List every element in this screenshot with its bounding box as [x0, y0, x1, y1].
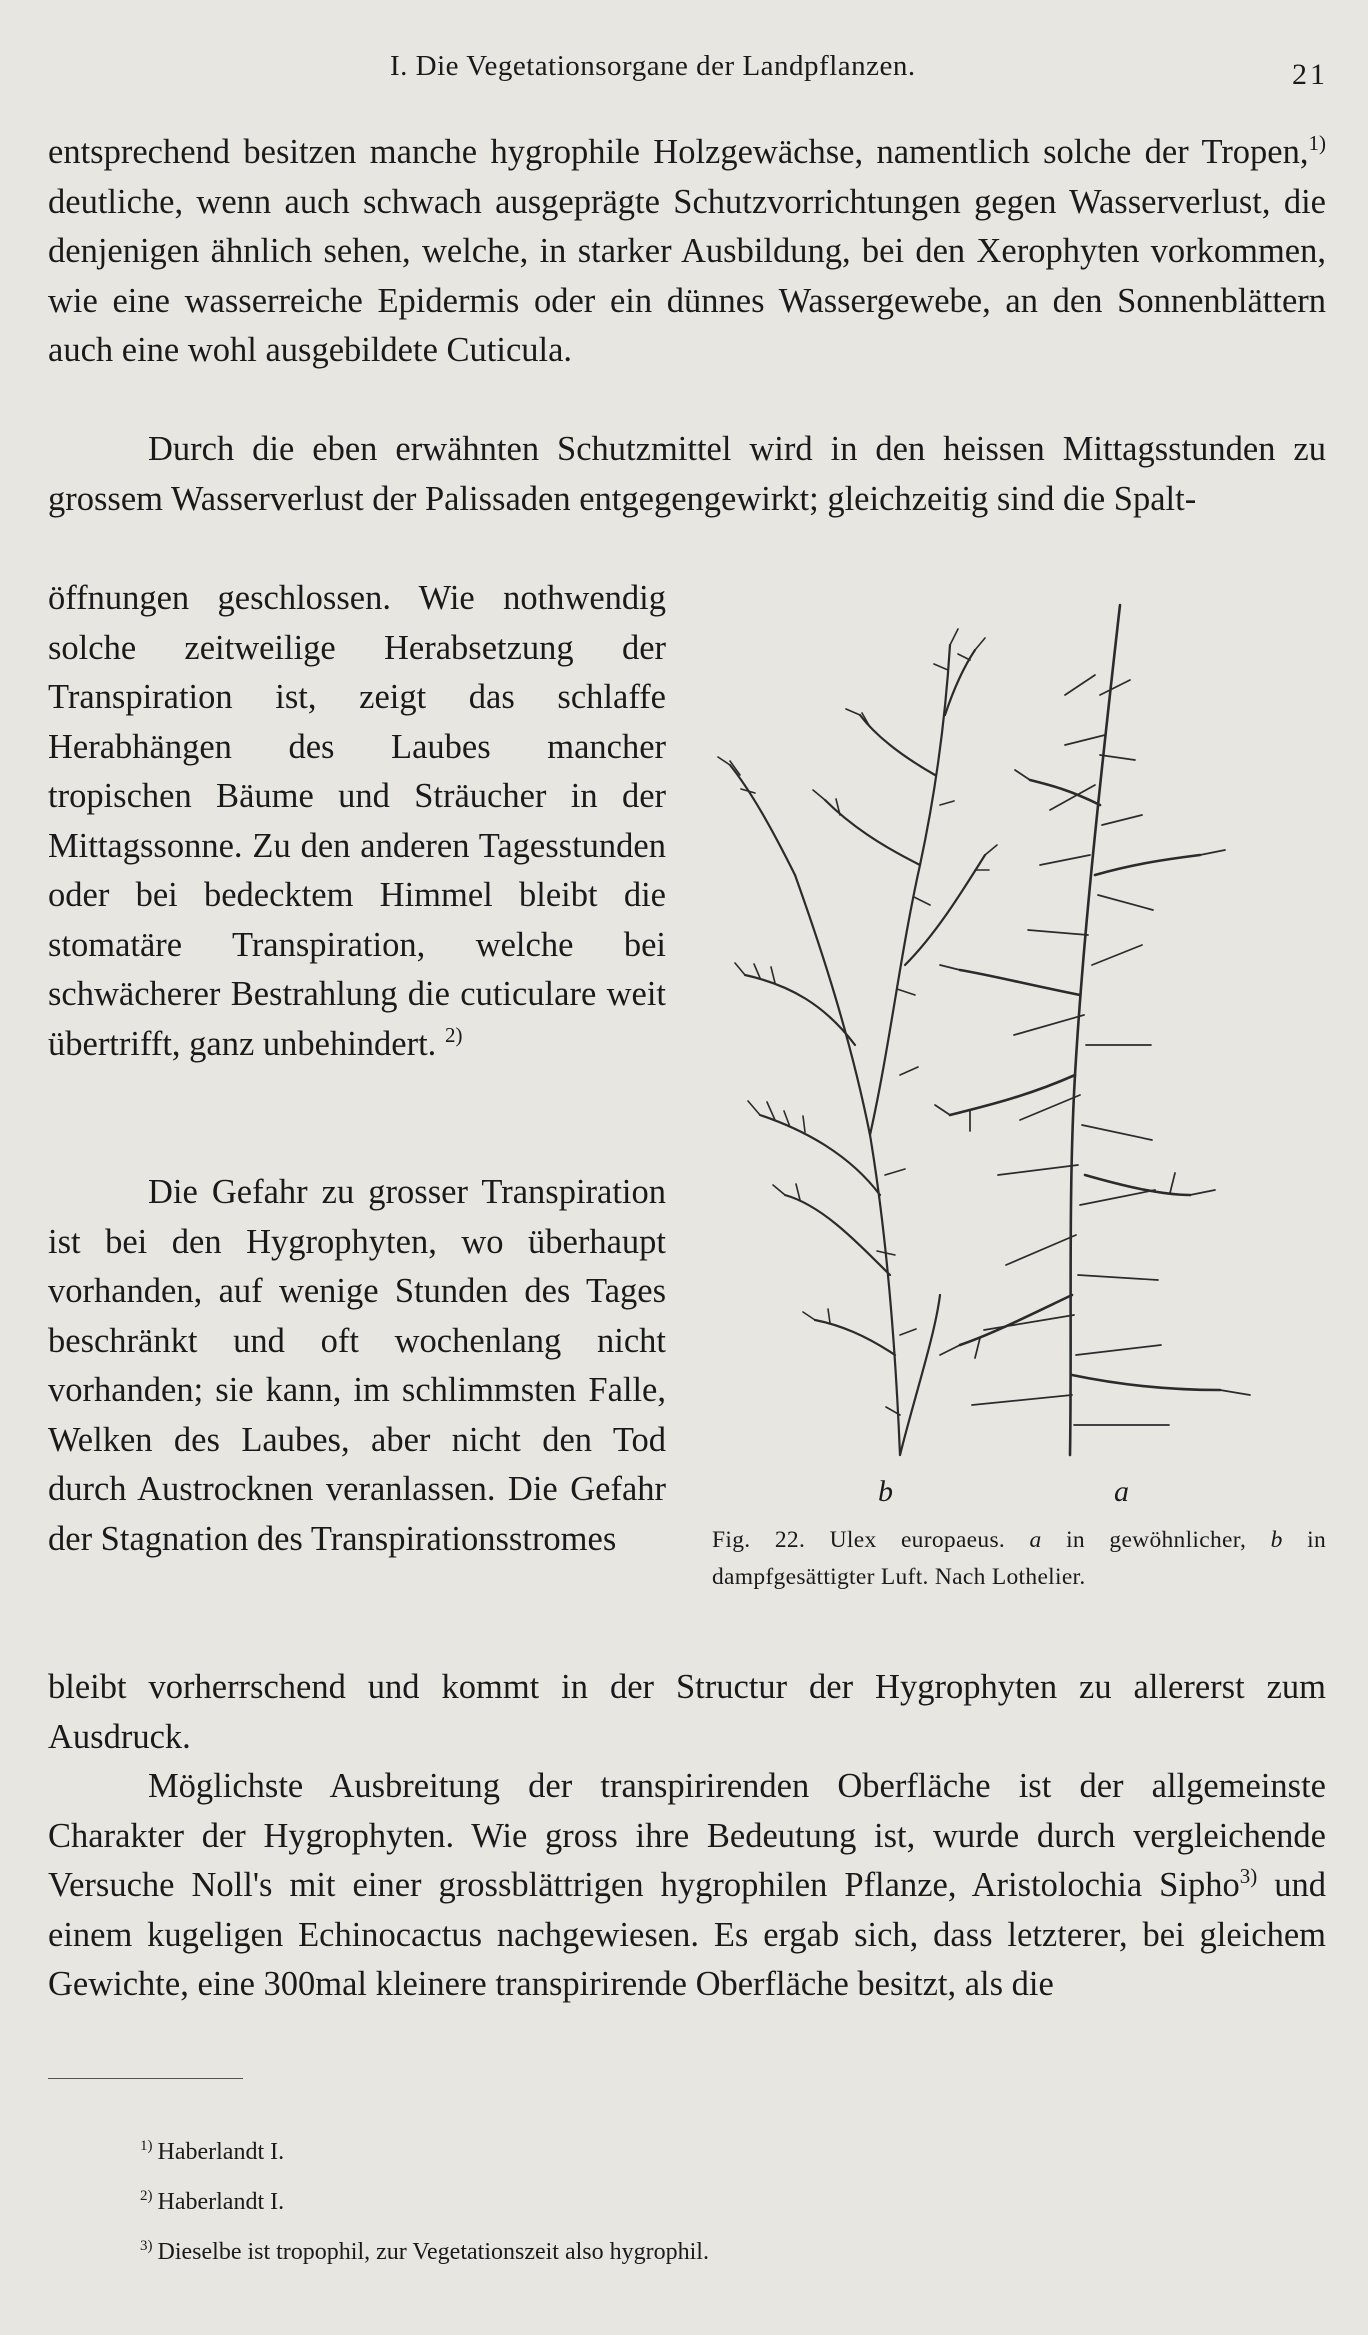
- plant-a-drawing: [950, 605, 1220, 1455]
- caption-mark-a: a: [1029, 1527, 1042, 1553]
- footnote-3-mark: 3): [140, 2238, 153, 2254]
- footnote-3: [140, 2224, 709, 2274]
- caption-fig-number: Fig. 22.: [712, 1527, 806, 1553]
- footnote-1-text: Haberlandt I.: [157, 2139, 285, 2165]
- page-number: 21: [1292, 58, 1328, 91]
- paragraph-2-text: öffnungen geschlossen. Wie nothwendig solche zeitweilige Herabsetzung der Transpiration ist, zeigt das schlaffe Herabhängen des Laubes mancher tropischen Bäume und Sträucher in der Mittagssonne. Zu den anderen Tagesstunden oder bei bedecktem Himmel bleibt die stomatäre Transpiration, welche bei schwächerer Bestrahlung die cuticulare weit übertrifft, ganz unbehindert.: [48, 579, 666, 1063]
- figure-ulex: [700, 575, 1340, 1615]
- paragraph-3-full: bleibt vorherrschend und kommt in der Structur der Hygrophyten zu allererst zum Ausdruck.: [48, 1668, 1326, 1756]
- paragraph-4-text-a: Möglichste Ausbreitung der transpirirenden Oberfläche ist der allgemeinste Charakter der Hygrophyten. Wie gross ihre Bedeutung ist, wurde durch vergleichende Versuche Noll's mit einer grossblättrigen hygrophilen Pflanze, Aristolochia Sipho: [48, 1767, 1326, 1904]
- plant-a-spines: [935, 675, 1250, 1425]
- footnote-2-text: Haberlandt I.: [157, 2189, 285, 2215]
- footnote-2: [140, 2174, 709, 2224]
- paragraph-1-text-a: entsprechend besitzen manche hygrophile Holzgewächse, namentlich solche der Tropen,: [48, 133, 1309, 171]
- caption-text-1: Ulex europaeus.: [805, 1527, 1030, 1553]
- paragraph-2-full: Durch die eben erwähnten Schutzmittel wird in den heissen Mittagsstunden zu grossem Wasserverlust der Palissaden entgegengewirkt; gleichzeitig sind die Spalt-: [48, 430, 1326, 518]
- paragraph-4-text-b: und einem kugeligen Echinocactus nachgewiesen. Es ergab sich, dass letzterer, bei gleichem Gewichte, eine 300mal kleinere transpirirende Oberfläche besitzt, als die: [48, 1866, 1326, 2003]
- paragraph-1-text-b: deutliche, wenn auch schwach ausgeprägte Schutzvorrichtungen gegen Wasserverlust, die denjenigen ähnlich sehen, welche, in starker Ausbildung, bei den Xerophyten vorkommen, wie eine wasserreiche Epidermis oder ein dünnes Wassergewebe, an den Sonnenblättern auch eine wohl ausgebildete Cuticula.: [48, 182, 1326, 369]
- ulex-illustration: [700, 575, 1340, 1495]
- figure-caption: [712, 1522, 1326, 1596]
- footnotes: [140, 2124, 709, 2274]
- figure-label-a: a: [1114, 1475, 1129, 1508]
- running-head: I. Die Vegetationsorgane der Landpflanzen.: [390, 50, 916, 82]
- footnote-3-text: Dieselbe ist tropophil, zur Vegetationszeit also hygrophil.: [157, 2239, 709, 2265]
- footnote-1: [140, 2124, 709, 2174]
- caption-mark-b: b: [1270, 1527, 1283, 1553]
- figure-label-b: b: [878, 1475, 893, 1508]
- footnote-ref-2: 2): [444, 1022, 463, 1047]
- footnote-1-mark: 1): [140, 2138, 153, 2154]
- footnote-divider: [48, 2078, 243, 2079]
- plant-b-leaves: [718, 629, 997, 1415]
- caption-text-3: in dampfgesättigter Luft. Nach Lothelier.: [712, 1527, 1326, 1590]
- footnote-ref-1: 1): [1308, 131, 1326, 155]
- plant-b-drawing: [730, 645, 985, 1455]
- paragraph-4: [48, 1762, 1326, 2010]
- paragraph-3-narrow: Die Gefahr zu grosser Transpiration ist bei den Hygrophyten, wo überhaupt vorhanden, auf wenige Stunden des Tages beschränkt und oft wochenlang nicht vorhanden; sie kann, im schlimmsten Falle, Welken des Laubes, aber nicht den Tod durch Austrocknen veranlassen. Die Gefahr der Stagnation des Transpirationsstromes: [48, 1173, 666, 1558]
- paragraph-1: [48, 128, 1326, 376]
- footnote-2-mark: 2): [140, 2188, 153, 2204]
- caption-text-2: in gewöhnlicher,: [1041, 1527, 1271, 1553]
- footnote-ref-3: 3): [1239, 1864, 1258, 1888]
- paragraph-2-narrow: [48, 574, 666, 1069]
- page-header: [0, 50, 1368, 100]
